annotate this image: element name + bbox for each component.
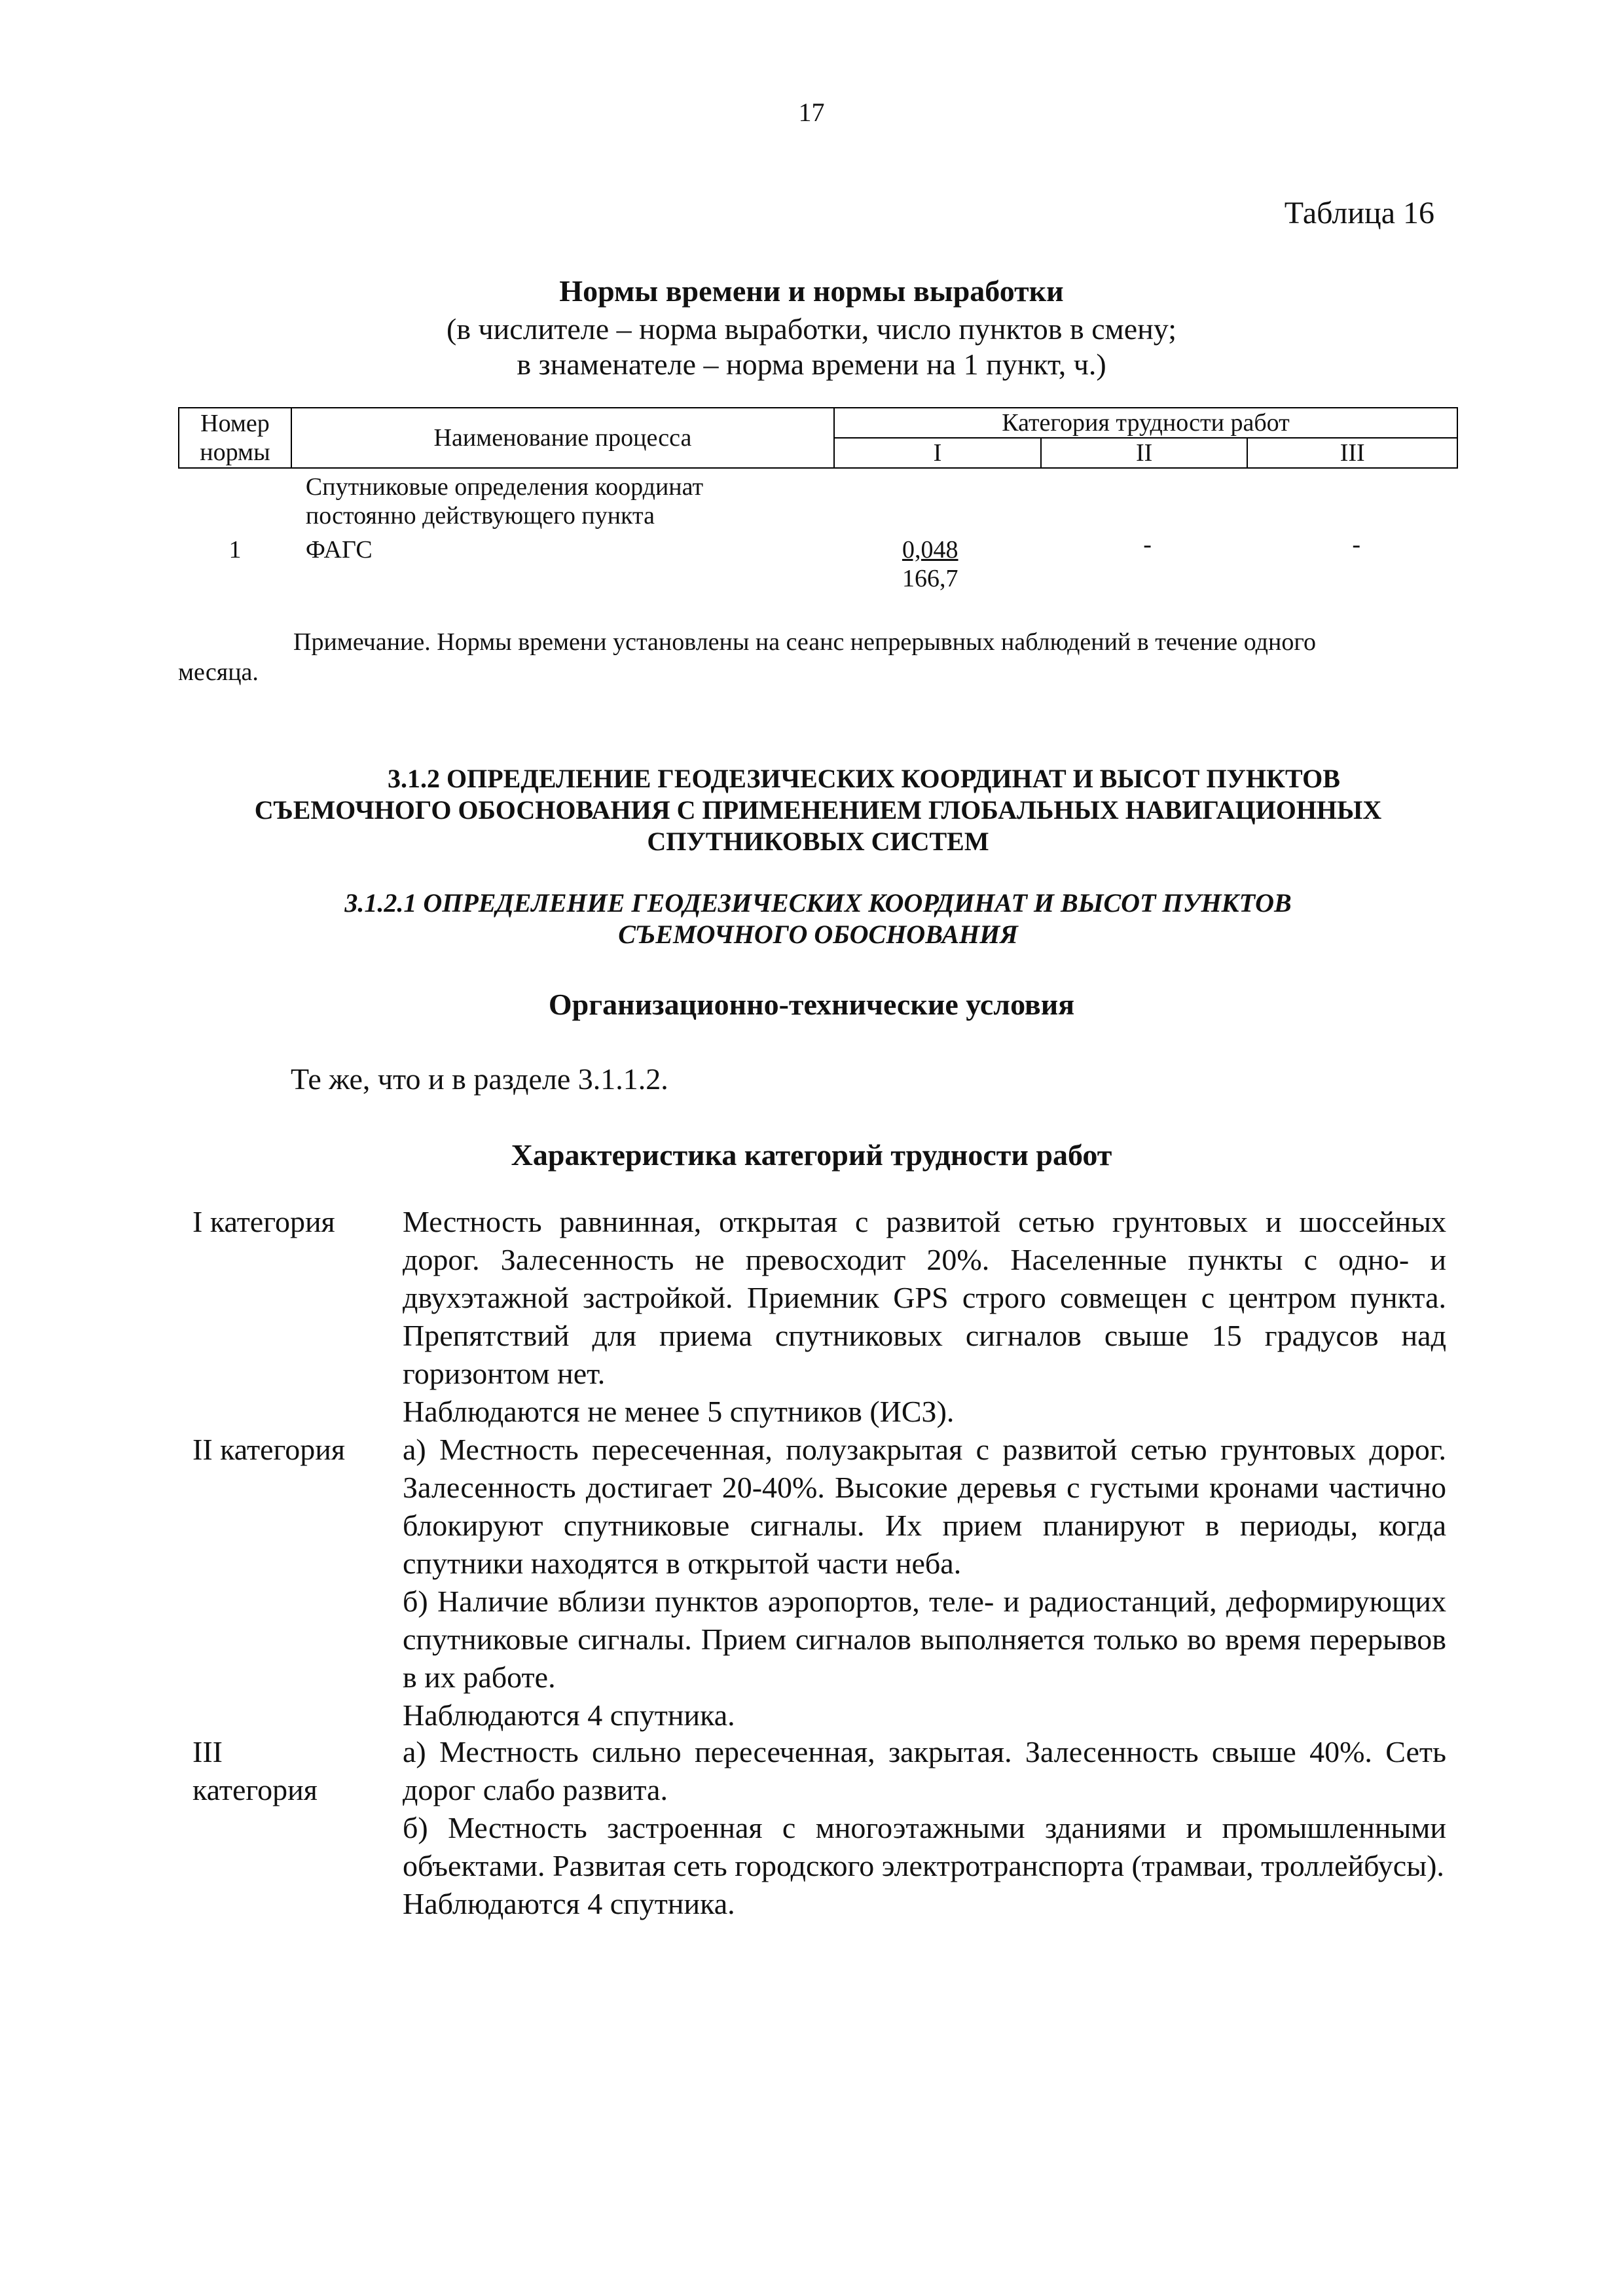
category-II-description (403, 1431, 1446, 1734)
row-cat-I-denominator: 166,7 (902, 565, 958, 592)
table-subtitle-line1: (в числителе – норма выработки, число пунктов в смену; (447, 312, 1176, 346)
subsection-heading-line1: 3.1.2.1 ОПРЕДЕЛЕНИЕ ГЕОДЕЗИЧЕСКИХ КООРДИНАТ И ВЫСОТ ПУНКТОВ (344, 888, 1292, 918)
row-cat-III: - (1352, 531, 1361, 558)
header-process: Наименование процесса (291, 408, 834, 468)
category-I-description (403, 1203, 1446, 1431)
category-III-text-a: а) Местность сильно пересеченная, закрытая. Залесенность свыше 40%. Сеть дорог слабо развита. (403, 1735, 1446, 1806)
header-number-line1: Номер (200, 410, 270, 437)
section-heading-line1: 3.1.2 ОПРЕДЕЛЕНИЕ ГЕОДЕЗИЧЕСКИХ КООРДИНАТ И ВЫСОТ ПУНКТОВ (388, 764, 1340, 793)
table-group-row (179, 468, 1457, 530)
category-I-label: I категория (192, 1205, 335, 1238)
table-subtitle-line2: в знаменателе – норма времени на 1 пункт, ч.) (517, 348, 1106, 381)
table-title: Нормы времени и нормы выработки (559, 274, 1064, 308)
table-note-line1: Примечание. Нормы времени установлены на сеанс непрерывных наблюдений в течение одного (293, 628, 1316, 656)
char-heading: Характеристика категорий трудности работ (511, 1138, 1112, 1172)
category-I-text: Местность равнинная, открытая с развитой сетью грунтовых и шоссейных дорог. Залесенность не превосходит 20%. Населенные пункты с одно- и двухэтажной застройкой. Приемник GPS строго совмещен с центром пункта. Препятствий для приема спутниковых сигналов свыше 15 градусов над горизонтом нет. (403, 1205, 1446, 1390)
subsection-heading-line2: СЪЕМОЧНОГО ОБОСНОВАНИЯ (618, 920, 1018, 949)
header-number-line2: нормы (200, 439, 270, 466)
row-process: ФАГС (305, 536, 373, 564)
group-title-line2: постоянно действующего пункта (305, 502, 655, 529)
category-III-label (192, 1733, 318, 1809)
category-I-observation: Наблюдаются не менее 5 спутников (ИСЗ). (403, 1395, 955, 1428)
group-title-line1: Спутниковые определения координат (305, 473, 704, 501)
table-label: Таблица 16 (1284, 196, 1434, 230)
category-II-observation: Наблюдаются 4 спутника. (403, 1698, 735, 1732)
org-heading: Организационно-технические условия (548, 988, 1075, 1021)
subsection-heading (178, 888, 1458, 950)
category-II-text-b: б) Наличие вблизи пунктов аэропортов, теле- и радиостанций, деформирующих спутниковые сигналы. Прием сигналов выполняется только во время перерывов в их работе. (403, 1585, 1446, 1694)
category-III-text-b: б) Местность застроенная с многоэтажными зданиями и промышленными объектами. Развитая сеть городского электротранспорта (трамваи, троллейбусы). (403, 1811, 1446, 1882)
row-cat-I (834, 530, 1041, 593)
section-heading (178, 763, 1458, 857)
header-cat-II: II (1041, 438, 1248, 468)
org-text: Те же, что и в разделе 3.1.1.2. (291, 1062, 668, 1096)
category-III-description (403, 1733, 1446, 1923)
page-number: 17 (798, 98, 825, 127)
header-number (179, 408, 291, 468)
category-II-label: II категория (192, 1433, 346, 1466)
header-category: Категория трудности работ (834, 408, 1457, 438)
norms-table (178, 407, 1458, 593)
category-II-text-a: а) Местность пересеченная, полузакрытая с развитой сетью грунтовых дорог. Залесенность достигает 20-40%. Высокие деревья с густыми кронами частично блокируют спутниковые сигналы. Их прием планируют в периоды, когда спутники находятся в открытой части неба. (403, 1433, 1446, 1580)
table-note-line2: месяца. (178, 658, 259, 686)
table-header-row (179, 408, 1457, 438)
category-III-observation: Наблюдаются 4 спутника. (403, 1887, 735, 1920)
category-III-label-line1: III (192, 1735, 223, 1768)
row-number: 1 (228, 536, 242, 564)
section-heading-line3: СПУТНИКОВЫХ СИСТЕМ (647, 827, 989, 856)
table-row (179, 530, 1457, 593)
group-title (291, 468, 834, 530)
header-cat-III: III (1247, 438, 1457, 468)
category-III-label-line2: категория (192, 1773, 318, 1806)
row-cat-II: - (1143, 531, 1152, 558)
header-cat-I: I (834, 438, 1041, 468)
row-cat-I-numerator: 0,048 (902, 536, 958, 564)
section-heading-line2: СЪЕМОЧНОГО ОБОСНОВАНИЯ С ПРИМЕНЕНИЕМ ГЛОБАЛЬНЫХ НАВИГАЦИОННЫХ (254, 795, 1382, 825)
table-note (178, 627, 1458, 687)
